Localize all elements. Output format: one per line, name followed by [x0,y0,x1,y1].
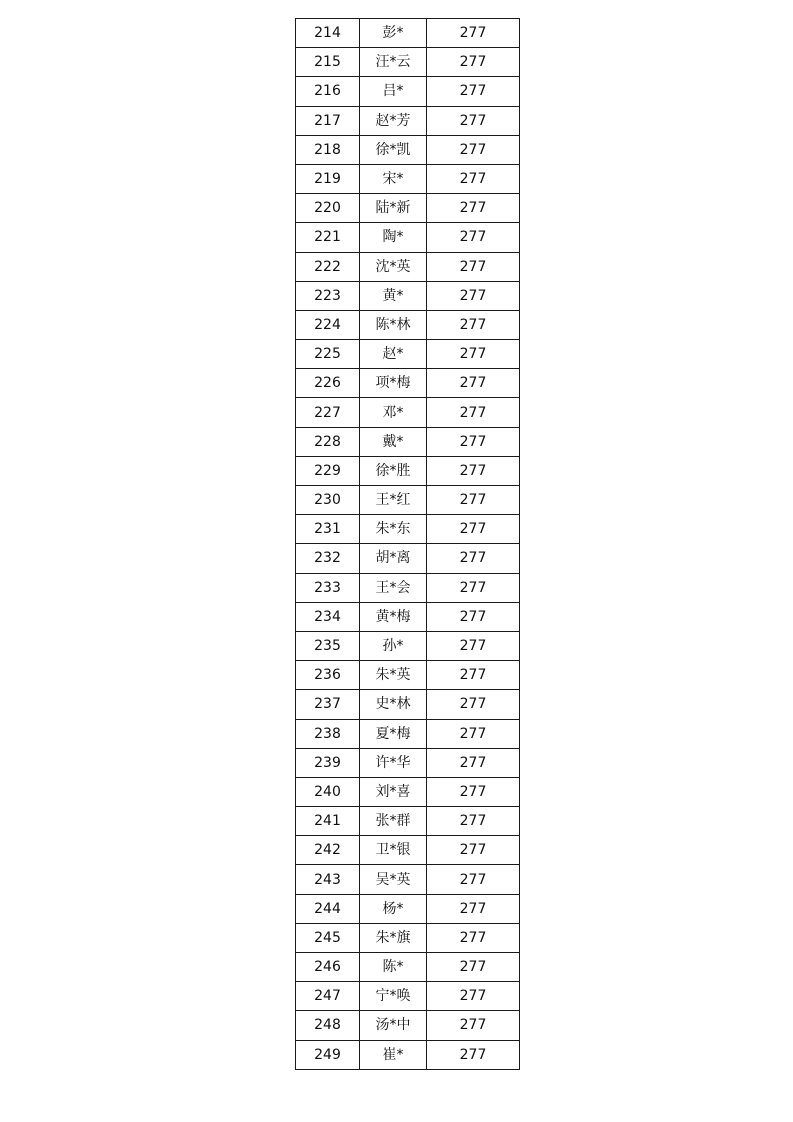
row-number-cell: 239 [296,748,360,777]
table-row [296,719,520,748]
table-row [296,486,520,515]
name-cell: 宋* [360,164,427,193]
score-cell: 277 [427,252,520,281]
table-row [296,427,520,456]
table-row [296,135,520,164]
name-cell: 陈* [360,953,427,982]
row-number-cell: 248 [296,1011,360,1040]
name-cell: 赵*芳 [360,106,427,135]
score-cell: 277 [427,48,520,77]
name-cell: 胡*离 [360,544,427,573]
score-cell: 277 [427,281,520,310]
score-cell: 277 [427,573,520,602]
row-number-cell: 221 [296,223,360,252]
name-cell: 赵* [360,340,427,369]
table-row [296,164,520,193]
name-cell: 吴*英 [360,865,427,894]
score-cell: 277 [427,836,520,865]
score-table-body [296,19,520,1070]
row-number-cell: 216 [296,77,360,106]
name-cell: 朱*英 [360,661,427,690]
table-row [296,690,520,719]
score-cell: 277 [427,369,520,398]
score-cell: 277 [427,164,520,193]
name-cell: 夏*梅 [360,719,427,748]
table-row [296,544,520,573]
name-cell: 汪*云 [360,48,427,77]
score-cell: 277 [427,106,520,135]
score-cell: 277 [427,894,520,923]
row-number-cell: 220 [296,194,360,223]
score-cell: 277 [427,486,520,515]
table-row [296,865,520,894]
table-row [296,310,520,339]
row-number-cell: 240 [296,777,360,806]
table-row [296,631,520,660]
row-number-cell: 234 [296,602,360,631]
row-number-cell: 219 [296,164,360,193]
name-cell: 朱*旗 [360,923,427,952]
row-number-cell: 225 [296,340,360,369]
score-cell: 277 [427,19,520,48]
name-cell: 汤*中 [360,1011,427,1040]
row-number-cell: 238 [296,719,360,748]
score-cell: 277 [427,807,520,836]
row-number-cell: 227 [296,398,360,427]
table-row [296,1011,520,1040]
name-cell: 戴* [360,427,427,456]
row-number-cell: 243 [296,865,360,894]
row-number-cell: 224 [296,310,360,339]
name-cell: 孙* [360,631,427,660]
name-cell: 彭* [360,19,427,48]
name-cell: 刘*喜 [360,777,427,806]
table-row [296,398,520,427]
score-cell: 277 [427,719,520,748]
name-cell: 卫*银 [360,836,427,865]
table-row [296,573,520,602]
name-cell: 陈*林 [360,310,427,339]
table-row [296,777,520,806]
row-number-cell: 228 [296,427,360,456]
name-cell: 陆*新 [360,194,427,223]
row-number-cell: 229 [296,456,360,485]
table-row [296,923,520,952]
table-row [296,748,520,777]
row-number-cell: 231 [296,515,360,544]
name-cell: 宁*唤 [360,982,427,1011]
score-cell: 277 [427,777,520,806]
score-cell: 277 [427,865,520,894]
row-number-cell: 245 [296,923,360,952]
name-cell: 徐*凯 [360,135,427,164]
name-cell: 朱*东 [360,515,427,544]
table-row [296,340,520,369]
table-row [296,223,520,252]
row-number-cell: 237 [296,690,360,719]
row-number-cell: 247 [296,982,360,1011]
row-number-cell: 236 [296,661,360,690]
row-number-cell: 232 [296,544,360,573]
table-row [296,602,520,631]
table-row [296,1040,520,1069]
score-cell: 277 [427,982,520,1011]
name-cell: 陶* [360,223,427,252]
name-cell: 杨* [360,894,427,923]
row-number-cell: 215 [296,48,360,77]
score-cell: 277 [427,398,520,427]
table-row [296,281,520,310]
name-cell: 张*群 [360,807,427,836]
score-cell: 277 [427,544,520,573]
score-cell: 277 [427,1011,520,1040]
row-number-cell: 241 [296,807,360,836]
score-cell: 277 [427,194,520,223]
row-number-cell: 218 [296,135,360,164]
table-row [296,836,520,865]
table-row [296,456,520,485]
score-cell: 277 [427,427,520,456]
table-row [296,982,520,1011]
table-row [296,953,520,982]
score-cell: 277 [427,1040,520,1069]
row-number-cell: 222 [296,252,360,281]
row-number-cell: 230 [296,486,360,515]
name-cell: 王*红 [360,486,427,515]
name-cell: 史*林 [360,690,427,719]
name-cell: 邓* [360,398,427,427]
table-row [296,369,520,398]
row-number-cell: 235 [296,631,360,660]
name-cell: 项*梅 [360,369,427,398]
row-number-cell: 246 [296,953,360,982]
score-cell: 277 [427,223,520,252]
table-row [296,77,520,106]
score-cell: 277 [427,690,520,719]
score-cell: 277 [427,953,520,982]
score-cell: 277 [427,515,520,544]
row-number-cell: 217 [296,106,360,135]
name-cell: 王*会 [360,573,427,602]
table-row [296,19,520,48]
row-number-cell: 226 [296,369,360,398]
score-cell: 277 [427,456,520,485]
score-cell: 277 [427,310,520,339]
name-cell: 沈*英 [360,252,427,281]
row-number-cell: 214 [296,19,360,48]
table-row [296,807,520,836]
table-row [296,894,520,923]
score-cell: 277 [427,77,520,106]
table-row [296,515,520,544]
row-number-cell: 242 [296,836,360,865]
name-cell: 崔* [360,1040,427,1069]
table-row [296,194,520,223]
row-number-cell: 244 [296,894,360,923]
table-row [296,661,520,690]
score-cell: 277 [427,602,520,631]
name-cell: 吕* [360,77,427,106]
table-row [296,48,520,77]
score-cell: 277 [427,135,520,164]
score-cell: 277 [427,631,520,660]
score-cell: 277 [427,923,520,952]
score-cell: 277 [427,748,520,777]
score-table [295,18,520,1070]
score-cell: 277 [427,340,520,369]
name-cell: 徐*胜 [360,456,427,485]
row-number-cell: 233 [296,573,360,602]
table-row [296,252,520,281]
name-cell: 黄* [360,281,427,310]
name-cell: 许*华 [360,748,427,777]
row-number-cell: 249 [296,1040,360,1069]
name-cell: 黄*梅 [360,602,427,631]
row-number-cell: 223 [296,281,360,310]
score-cell: 277 [427,661,520,690]
table-row [296,106,520,135]
